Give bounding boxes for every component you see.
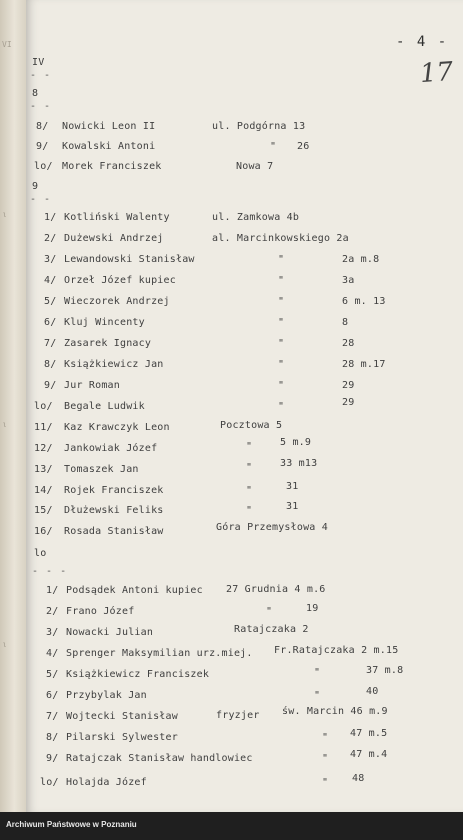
entry-number: 3/ bbox=[44, 254, 57, 265]
entry-name: Nowacki Julian bbox=[66, 627, 154, 638]
entry-street: " bbox=[246, 462, 253, 473]
entry-number: 2/ bbox=[44, 233, 57, 244]
entry-number: 11/ bbox=[34, 422, 53, 433]
entry-name: Książkiewicz Jan bbox=[64, 359, 164, 370]
entry-street: " bbox=[278, 338, 285, 349]
entry-house-number: św. Marcin 46 m.9 bbox=[282, 706, 388, 717]
entry-name: Książkiewicz Franciszek bbox=[66, 669, 210, 680]
entry-name: Podsądek Antoni kupiec bbox=[66, 585, 203, 596]
entry-street: Pocztowa 5 bbox=[220, 420, 283, 431]
entry-number: lo/ bbox=[34, 161, 53, 172]
entry-name: Frano Józef bbox=[66, 606, 135, 617]
entry-street: " bbox=[314, 690, 321, 701]
entry-number: 7/ bbox=[46, 711, 59, 722]
divider-dashes: - - - bbox=[32, 566, 68, 577]
entry-street: " bbox=[322, 753, 329, 764]
entry-name: Ratajczak Stanisław handlowiec bbox=[66, 753, 253, 764]
entry-number: 16/ bbox=[34, 526, 53, 537]
divider-dashes: - - bbox=[30, 101, 52, 112]
entry-name: Morek Franciszek bbox=[62, 161, 162, 172]
entry-street: Fr.Ratajczaka 2 m.15 bbox=[274, 645, 399, 656]
entry-number: lo/ bbox=[34, 401, 53, 412]
entry-name: Kowalski Antoni bbox=[62, 141, 156, 152]
entry-street: " bbox=[278, 275, 285, 286]
entry-name: Przybylak Jan bbox=[66, 690, 147, 701]
entry-house-number: 28 bbox=[342, 338, 355, 349]
entry-house-number: 33 m13 bbox=[280, 458, 318, 469]
entry-house-number: 37 m.8 bbox=[366, 665, 404, 676]
entry-number: 15/ bbox=[34, 505, 53, 516]
entry-name: Wieczorek Andrzej bbox=[64, 296, 170, 307]
divider-dashes: - - bbox=[30, 194, 52, 205]
entry-number: 4/ bbox=[46, 648, 59, 659]
entry-street: " bbox=[266, 606, 273, 617]
entry-number: 1/ bbox=[46, 585, 59, 596]
entry-name: Kotliński Walenty bbox=[64, 212, 170, 223]
entry-house-number: 29 bbox=[342, 397, 355, 408]
entry-house-number: 31 bbox=[286, 501, 299, 512]
entry-name: Begale Ludwik bbox=[64, 401, 145, 412]
entry-name: Pilarski Sylwester bbox=[66, 732, 178, 743]
entry-street: Góra Przemysłowa 4 bbox=[216, 522, 328, 533]
entry-name: Rojek Franciszek bbox=[64, 485, 164, 496]
entry-name: Rosada Stanisław bbox=[64, 526, 164, 537]
entry-house-number: 47 m.4 bbox=[350, 749, 388, 760]
entry-number: 9/ bbox=[44, 380, 57, 391]
page-number: - 4 - bbox=[396, 34, 449, 50]
entry-street: " bbox=[246, 505, 253, 516]
entry-name: Jur Roman bbox=[64, 380, 120, 391]
entry-street: " bbox=[246, 485, 253, 496]
archive-footer bbox=[0, 812, 463, 840]
entry-name: Lewandowski Stanisław bbox=[64, 254, 195, 265]
entry-house-number: 26 bbox=[297, 141, 310, 152]
entry-house-number: 28 m.17 bbox=[342, 359, 386, 370]
bleed-through-text: ι bbox=[2, 640, 7, 649]
entry-number: 8/ bbox=[46, 732, 59, 743]
entry-street: " bbox=[278, 380, 285, 391]
entry-number: 9/ bbox=[46, 753, 59, 764]
entry-street: " bbox=[322, 777, 329, 788]
entry-street: Nowa 7 bbox=[236, 161, 274, 172]
entry-name: Orzeł Józef kupiec bbox=[64, 275, 176, 286]
entry-number: 9/ bbox=[36, 141, 49, 152]
entry-name: Sprenger Maksymilian urz.miej. bbox=[66, 648, 253, 659]
entry-name: Kluj Wincenty bbox=[64, 317, 145, 328]
entry-name: Dużewski Andrzej bbox=[64, 233, 164, 244]
entry-street: " bbox=[278, 401, 285, 412]
entry-name: Dłużewski Feliks bbox=[64, 505, 164, 516]
entry-street: " bbox=[278, 359, 285, 370]
entry-name: Tomaszek Jan bbox=[64, 464, 139, 475]
entry-number: 5/ bbox=[44, 296, 57, 307]
divider-dashes: - - bbox=[30, 70, 52, 81]
entry-house-number: 19 bbox=[306, 603, 319, 614]
entry-street: " bbox=[278, 296, 285, 307]
entry-name: Jankowiak Józef bbox=[64, 443, 158, 454]
section-heading: 9 bbox=[32, 181, 39, 192]
entry-number: 8/ bbox=[36, 121, 49, 132]
entry-street: " bbox=[270, 141, 277, 152]
bleed-through-text: ι bbox=[2, 210, 7, 219]
binding-strip bbox=[0, 0, 27, 812]
entry-number: 12/ bbox=[34, 443, 53, 454]
entry-street: al. Marcinkowskiego 2a bbox=[212, 233, 349, 244]
entry-street: fryzjer bbox=[216, 710, 260, 721]
entry-street: 27 Grudnia 4 m.6 bbox=[226, 584, 326, 595]
entry-name: Nowicki Leon II bbox=[62, 121, 156, 132]
entry-number: 7/ bbox=[44, 338, 57, 349]
section-heading: IV bbox=[32, 57, 45, 68]
entry-number: 6/ bbox=[44, 317, 57, 328]
entry-name: Holajda Józef bbox=[66, 777, 147, 788]
entry-number: 13/ bbox=[34, 464, 53, 475]
entry-number: 14/ bbox=[34, 485, 53, 496]
archive-name: Archiwum Państwowe w Poznaniu bbox=[6, 820, 137, 829]
entry-house-number: 8 bbox=[342, 317, 349, 328]
entry-house-number: 48 bbox=[352, 773, 365, 784]
entry-street: " bbox=[278, 317, 285, 328]
entry-house-number: 47 m.5 bbox=[350, 728, 388, 739]
section-heading: 8 bbox=[32, 88, 39, 99]
entry-street: " bbox=[322, 732, 329, 743]
entry-street: ul. Podgórna 13 bbox=[212, 121, 306, 132]
entry-street: " bbox=[246, 441, 253, 452]
bleed-through-text: ι bbox=[2, 420, 7, 429]
entry-number: 3/ bbox=[46, 627, 59, 638]
section-heading: lo bbox=[34, 548, 47, 559]
entry-street: " bbox=[278, 254, 285, 265]
entry-house-number: 2a m.8 bbox=[342, 254, 380, 265]
entry-name: Wojtecki Stanisław bbox=[66, 711, 178, 722]
entry-number: 2/ bbox=[46, 606, 59, 617]
entry-house-number: 3a bbox=[342, 275, 355, 286]
entry-house-number: 29 bbox=[342, 380, 355, 391]
handwritten-page-number: 17 bbox=[418, 56, 455, 90]
entry-number: 6/ bbox=[46, 690, 59, 701]
entry-number: 5/ bbox=[46, 669, 59, 680]
entry-street: Ratajczaka 2 bbox=[234, 624, 309, 635]
entry-name: Zasarek Ignacy bbox=[64, 338, 152, 349]
document-page bbox=[26, 0, 463, 812]
entry-house-number: 40 bbox=[366, 686, 379, 697]
entry-number: 8/ bbox=[44, 359, 57, 370]
entry-house-number: 6 m. 13 bbox=[342, 296, 386, 307]
entry-street: " bbox=[314, 667, 321, 678]
entry-house-number: 31 bbox=[286, 481, 299, 492]
entry-name: Kaz Krawczyk Leon bbox=[64, 422, 170, 433]
entry-street: ul. Zamkowa 4b bbox=[212, 212, 300, 223]
entry-house-number: 5 m.9 bbox=[280, 437, 312, 448]
entry-number: 1/ bbox=[44, 212, 57, 223]
entry-number: lo/ bbox=[40, 777, 59, 788]
bleed-through-text: VI bbox=[2, 40, 12, 49]
entry-number: 4/ bbox=[44, 275, 57, 286]
